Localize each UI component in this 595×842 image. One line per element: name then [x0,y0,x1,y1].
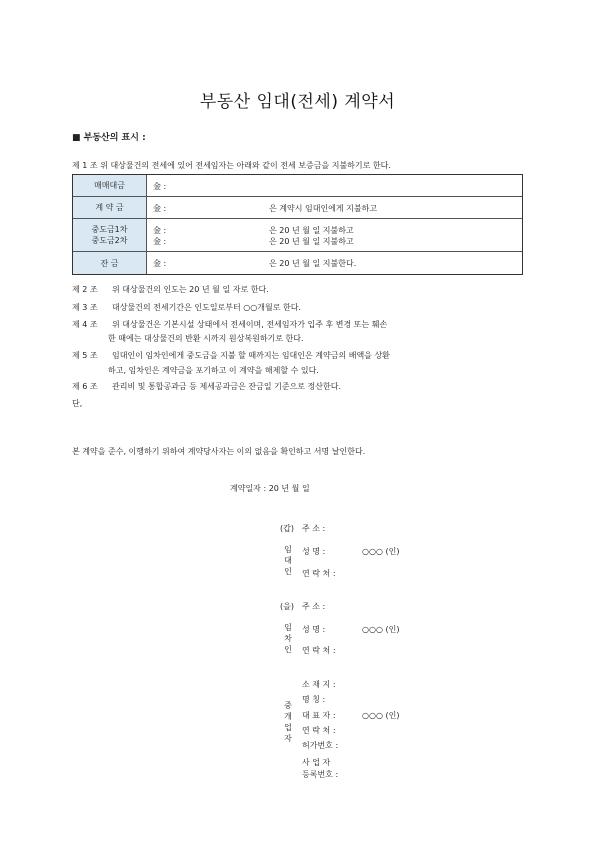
label-balance: 잔 금 [73,252,147,274]
broker-biz-label-2: 등록번호 : [302,770,339,779]
lessee-address-label: 주 소 : [302,602,326,611]
lessor-address-label: 주 소 : [302,524,326,533]
broker-location-label: 소 재 지 : [302,680,336,689]
broker-rep-label: 대 표 자 : [302,711,336,720]
article-5-num: 제 5 조 [72,351,98,360]
label-interim [73,219,147,251]
lessee-side-label: 임 차 인 [284,623,292,654]
label-interim-2: 중도금2차 [91,236,128,245]
article-4 [72,319,387,331]
lessee-mark: (을) [280,602,294,611]
article-6 [72,381,341,393]
lessor-side-label: 임 대 인 [284,545,292,576]
article-2-num: 제 2 조 [72,285,98,294]
article-1: 제 1 조 위 대상물건의 전세에 있어 전세임자는 아래와 같이 전세 보증금을 지불하기로 한다. [72,161,391,170]
row-balance [73,252,522,274]
broker-rep-value: ○○○ (인) [362,711,400,720]
article-2 [72,284,269,296]
label-contract: 계 약 금 [73,197,147,218]
lessee-phone-label: 연 락 처 : [302,646,336,655]
broker-side-label: 중 개 업 자 [284,701,292,743]
article-5 [72,350,390,362]
note-interim-2: 은 20 년 월 일 지불하고 [269,237,354,246]
lessor-phone-label: 연 락 처 : [302,569,336,578]
lessor-mark: (갑) [280,524,294,533]
value-interim-2: 金 : [153,237,167,246]
label-interim-1: 중도금1차 [91,225,128,234]
article-4-cont: 한 때에는 대상물건의 반환 시까지 원상복원하기로 한다. [108,334,304,343]
payment-table [72,174,523,275]
document-title: 부동산 임대(전세) 계약서 [199,92,396,112]
article-4-num: 제 4 조 [72,320,98,329]
value-sale-price: 金 : [153,182,167,191]
contract-date: 계약일자 : 20 년 월 일 [230,484,310,493]
note-balance: 은 20 년 월 일 지불한다. [269,259,357,268]
lessor-name-value: ○○○ (인) [362,547,400,556]
article-4-text: 위 대상물건은 기본시설 상태에서 전세이며, 전세임자가 입주 후 변경 또는 훼손 [112,320,388,329]
broker-license-label: 허가번호 : [302,741,339,750]
article-2-text: 위 대상물건의 인도는 20 년 월 일 자로 한다. [112,285,269,294]
row-interim [73,219,522,252]
lessor-name-label: 성 명 : [302,547,326,556]
row-sale-price [73,175,522,197]
article-3-text: 대상물건의 전세기간은 인도일로부터 ○○개월로 한다. [112,303,301,312]
section-header: ■ 부동산의 표시 : [72,133,146,143]
dan-note: 단, [72,399,83,408]
article-3-num: 제 3 조 [72,303,98,312]
article-5-text: 임대인이 임차인에게 중도금을 지불 할 때까지는 임대인은 계약금의 배액을 상환 [112,351,390,360]
confirm-statement: 본 계약을 준수, 이행하기 위하여 계약당사자는 이의 없음을 확인하고 서명 날인한다. [72,447,366,456]
broker-title-label: 명 칭 : [302,695,326,704]
article-6-num: 제 6 조 [72,382,98,391]
article-5-cont: 하고, 임차인은 계약금을 포기하고 이 계약을 해제할 수 있다. [108,366,319,375]
broker-phone-label: 연 락 처 : [302,726,336,735]
note-interim-1: 은 20 년 월 일 지불하고 [269,226,354,235]
article-3 [72,302,301,314]
label-sale-price: 매매대금 [73,175,147,196]
lessee-name-label: 성 명 : [302,625,326,634]
value-contract: 金 : [153,204,167,213]
value-balance: 金 : [153,259,167,268]
note-contract: 은 계약시 임대인에게 지불하고 [269,204,378,213]
broker-biz-label-1: 사 업 자 [302,758,331,767]
row-contract [73,197,522,219]
article-6-text: 관리비 및 통합공과금 등 제세공과금은 잔금일 기준으로 정산한다. [112,382,341,391]
lessee-name-value: ○○○ (인) [362,625,400,634]
value-interim-1: 金 : [153,226,167,235]
